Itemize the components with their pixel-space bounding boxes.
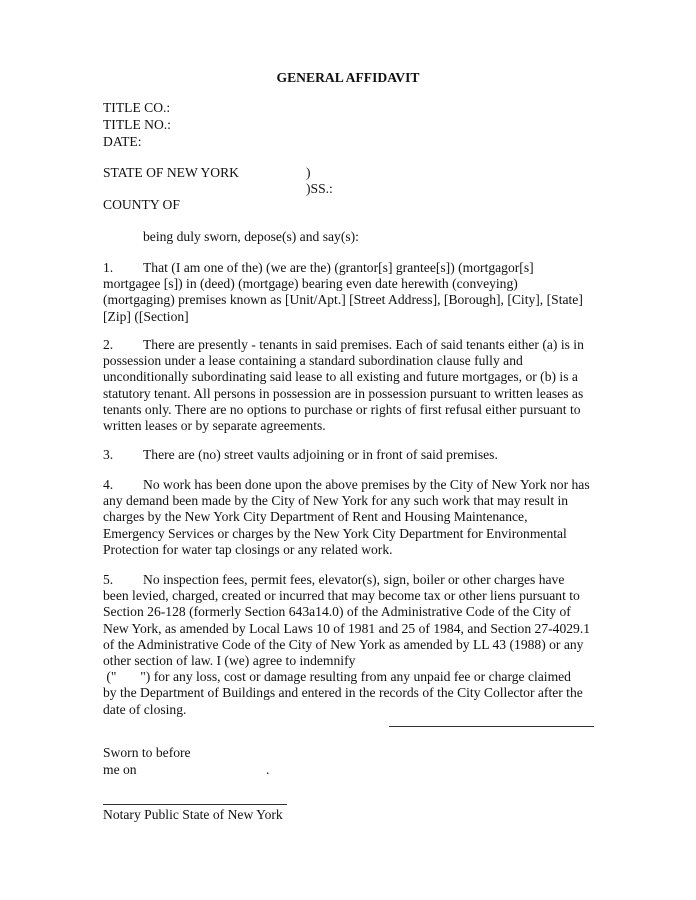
date-period: . bbox=[266, 762, 270, 777]
paragraph-line: Emergency Services or charges by the New York City Department for Environmental bbox=[103, 525, 567, 541]
paragraph-4 bbox=[103, 477, 595, 558]
paragraph-line: possession under a lease containing a standard subordination clause fully and bbox=[103, 353, 523, 369]
paragraph-line: other section of law. I (we) agree to indemnify bbox=[103, 653, 356, 669]
paragraph-line: New York, as amended by Local Laws 10 of 1981 and 25 of 1984, and Section 27-4029.1 bbox=[103, 620, 591, 636]
paragraph-number: 2. bbox=[103, 337, 114, 352]
state-label: STATE OF NEW YORK bbox=[103, 165, 239, 180]
paragraph-line: by the Department of Buildings and entered in the records of the City Collector after the bbox=[103, 685, 583, 701]
paragraph-line: statutory tenant. All persons in possession are in possession pursuant to written leases as bbox=[103, 385, 584, 401]
paragraph-line: 1. That (I am one of the) (we are the) (grantor[s] grantee[s]) (mortgagor[s] bbox=[103, 260, 534, 275]
paragraph-line: Section 26-128 (formerly Section 643a14.0) of the Administrative Code of the City of bbox=[103, 604, 571, 620]
title-co-label: TITLE CO.: bbox=[103, 100, 171, 115]
county-label: COUNTY OF bbox=[103, 197, 180, 212]
paragraph-5 bbox=[103, 572, 595, 718]
paragraph-3 bbox=[103, 447, 595, 463]
paragraph-line: mortgagee [s]) in (deed) (mortgage) bearing even date herewith (conveying) bbox=[103, 276, 518, 292]
paragraph-line: 5. No inspection fees, permit fees, elevator(s), sign, boiler or other charges have bbox=[103, 572, 565, 587]
notary-signature-line bbox=[103, 804, 287, 805]
paragraph-1 bbox=[103, 260, 595, 325]
venue-paren: ) bbox=[306, 165, 311, 180]
paragraph-line: 4. No work has been done upon the above premises by the City of New York nor has bbox=[103, 477, 590, 492]
paragraph-2 bbox=[103, 337, 595, 434]
paragraph-line: of the Administrative Code of the City of New York as amended by LL 43 (1988) or any bbox=[103, 636, 584, 652]
ss-label: )SS.: bbox=[306, 181, 333, 196]
paragraph-line: date of closing. bbox=[103, 701, 187, 717]
paragraph-number: 1. bbox=[103, 260, 114, 275]
title-no-label: TITLE NO.: bbox=[103, 117, 171, 132]
paragraph-line: been levied, charged, created or incurred that may become tax or other liens pursuant to bbox=[103, 588, 580, 604]
paragraph-line: unconditionally subordinating said lease to all existing and future mortgages, or (b) is a bbox=[103, 369, 578, 385]
paragraph-line: tenants only. There are no options to purchase or rights of first refusal either pursuant to bbox=[103, 401, 581, 417]
paragraph-line: [Zip] ([Section] bbox=[103, 308, 189, 324]
paragraph-number: 5. bbox=[103, 572, 114, 587]
paragraph-number: 3. bbox=[103, 447, 114, 462]
paragraph-line: written leases or by separate agreements. bbox=[103, 418, 326, 434]
paragraph-number: 4. bbox=[103, 477, 114, 492]
paragraph-line: 3. There are (no) street vaults adjoining or in front of said premises. bbox=[103, 447, 498, 462]
paragraph-line: charges by the New York City Department of Rent and Housing Maintenance, bbox=[103, 509, 528, 525]
document-title: GENERAL AFFIDAVIT bbox=[276, 70, 420, 85]
me-on-label: me on bbox=[103, 762, 137, 777]
paragraph-line: 2. There are presently - tenants in said premises. Each of said tenants either (a) is in bbox=[103, 337, 584, 352]
date-label: DATE: bbox=[103, 134, 142, 149]
paragraph-line: (mortgaging) premises known as [Unit/Apt.] [Street Address], [Borough], [City], [State] bbox=[103, 292, 583, 308]
paragraph-line: any demand been made by the City of New York for any such work that may result in bbox=[103, 493, 569, 509]
paragraph-line: Protection for water tap closings or any related work. bbox=[103, 541, 393, 557]
paragraph-line: (" ") for any loss, cost or damage resulting from any unpaid fee or charge claimed bbox=[103, 669, 571, 685]
signature-line bbox=[389, 726, 594, 727]
intro-text: being duly sworn, depose(s) and say(s): bbox=[143, 229, 359, 244]
sworn-label: Sworn to before bbox=[103, 745, 191, 760]
notary-label: Notary Public State of New York bbox=[103, 807, 283, 822]
